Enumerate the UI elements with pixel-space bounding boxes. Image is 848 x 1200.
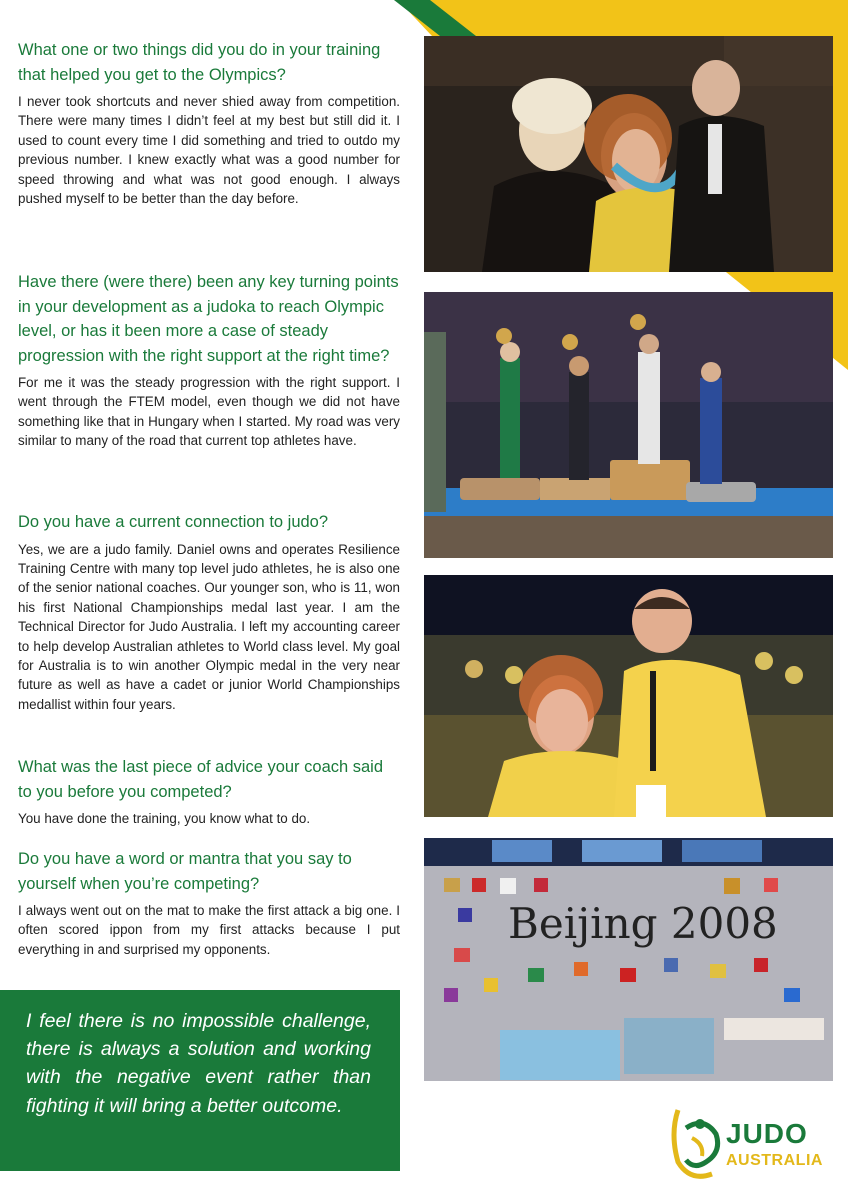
beijing-sign: Beijing 2008 xyxy=(508,899,778,948)
photo-podium xyxy=(424,292,833,558)
judoka-emblem-icon xyxy=(664,1104,726,1184)
question: What was the last piece of advice your coach said to you before you competed? xyxy=(18,758,384,801)
question: Have there (were there) been any key turning points in your development as a judoka to reach Olympic level, or has it been more a case of steady progression with the right support at the right time? xyxy=(18,273,399,365)
qa-block-3 xyxy=(18,510,400,714)
photo-medal-portrait xyxy=(424,36,833,272)
question: What one or two things did you do in your training that helped you get to the Olympics? xyxy=(18,41,381,84)
answer: I always went out on the mat to make the first attack a big one. I often scored ippon from my first attacks because I put everything in and surprised my opponents. xyxy=(18,903,400,957)
quote-text: I feel there is no impossible challenge, there is always a solution and working with the negative event rather than fighting it will bring a better outcome. xyxy=(26,1010,371,1117)
answer: For me it was the steady progression with the right support. I went through the FTEM model, even though we did not have something like that in Hungary when I started. My road was very similar to many of the road that current top athletes have. xyxy=(18,375,400,449)
photo-couple xyxy=(424,575,833,817)
question: Do you have a word or mantra that you say to yourself when you’re competing? xyxy=(18,850,352,893)
qa-block-1 xyxy=(18,38,400,208)
logo-line-1: JUDO xyxy=(726,1118,808,1149)
logo-line-2: AUSTRALIA xyxy=(726,1152,823,1169)
qa-block-4 xyxy=(18,755,400,828)
question: Do you have a current connection to judo? xyxy=(18,513,329,531)
photo-beijing-pins xyxy=(424,838,833,1081)
qa-block-2 xyxy=(18,270,400,451)
judo-australia-logo xyxy=(664,1104,834,1184)
answer: I never took shortcuts and never shied away from competition. There were many times I didn’t feel at my best but still did it. I used to count every time I did something and tried to outdo my previous number. I knew exactly what was a good number for speed throwing and what was not good enough. I always pushed myself to be better than the day before. xyxy=(18,94,400,207)
qa-block-5 xyxy=(18,847,400,959)
answer: Yes, we are a judo family. Daniel owns and operates Resilience Training Centre with many top level judo athletes, he is also one of the senior national coaches. Our younger son, who is 11, won his first National Championships medal last year. I am the Technical Director for Judo Australia. I left my accounting career to help develop Australian athletes to World class level. My goal for Australia is to win another Olympic medal in the very near future as well as have a cadet or junior World Championships medallist within four years. xyxy=(18,541,400,712)
answer: You have done the training, you know what to do. xyxy=(18,811,311,826)
